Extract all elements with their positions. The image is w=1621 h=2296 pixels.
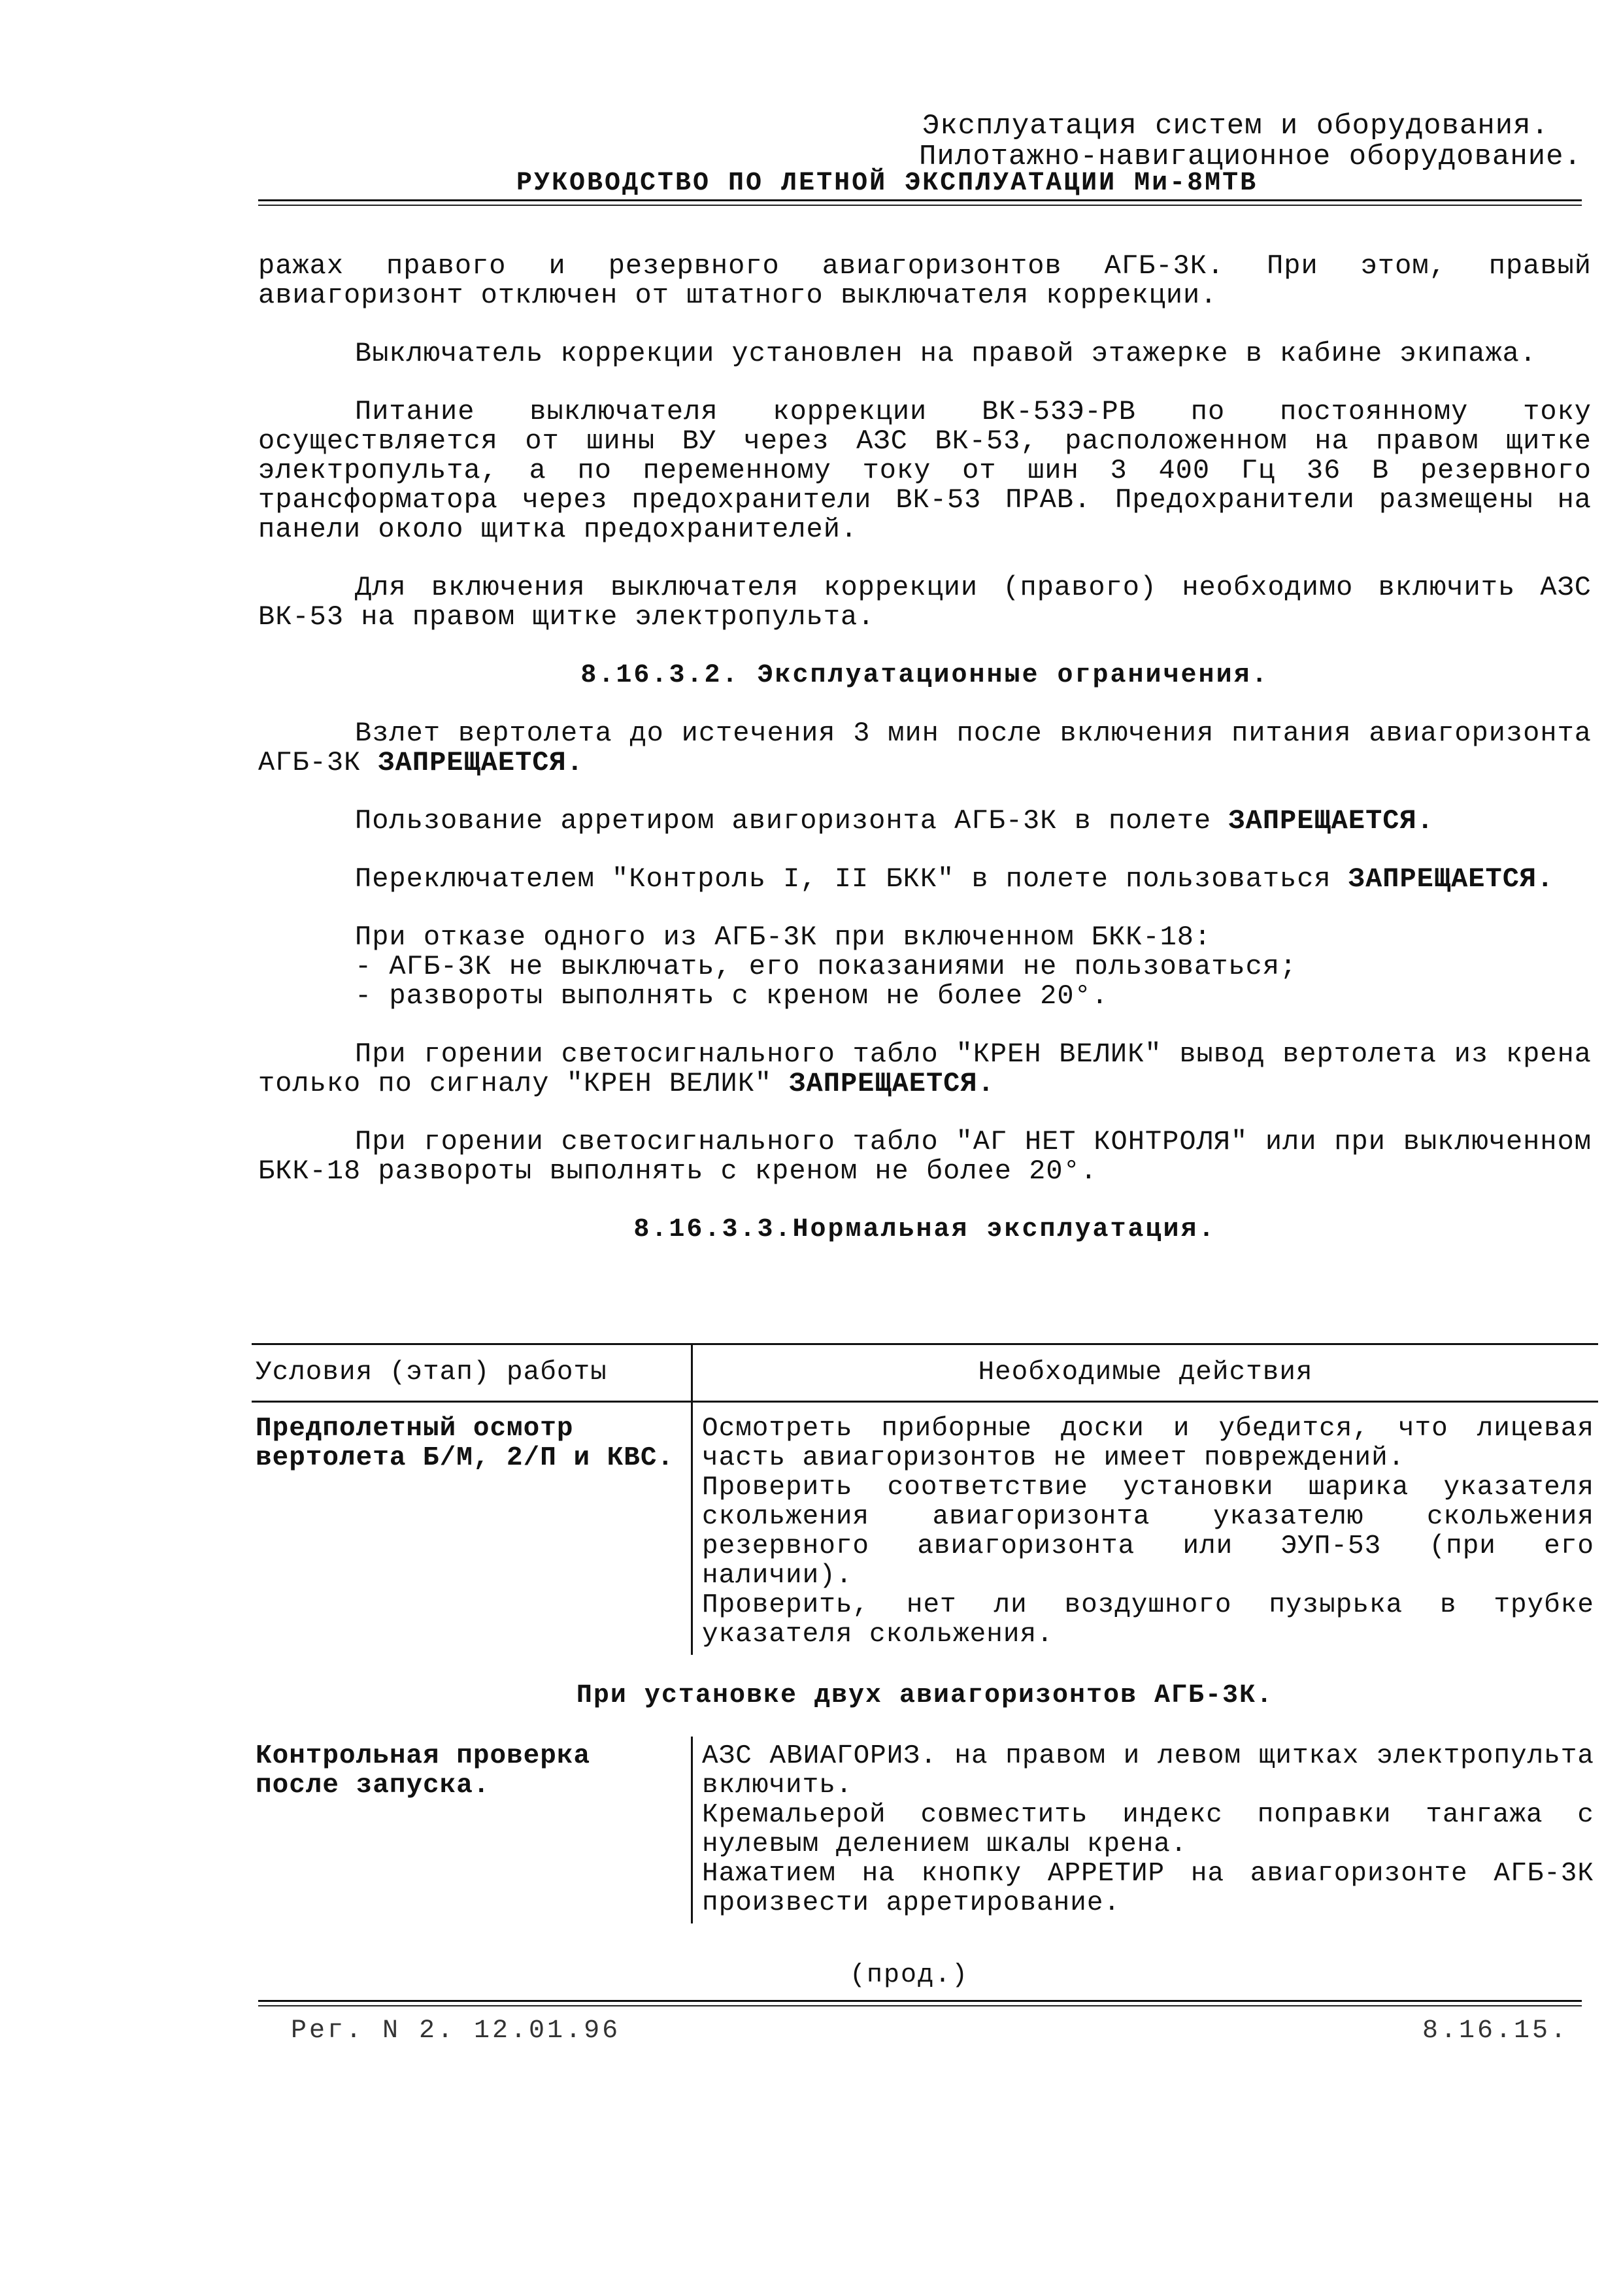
footer-rule	[258, 2000, 1582, 2002]
limit-paragraph: При горении светосигнального табло "АГ НЕТ КОНТРОЛЯ" или при выключенном БКК-18 развороты выполнять с креном не более 20°.	[258, 1126, 1592, 1187]
actions-cell	[692, 1737, 1599, 1923]
column-header-conditions: Условия (этап) работы	[252, 1344, 692, 1402]
condition-cell: Контрольная проверка после запуска.	[256, 1741, 591, 1801]
paragraph: Питание выключателя коррекции ВК-53Э-РВ по постоянному току осуществляется от шины ВУ через АЗС ВК-53, расположенном на правом щитке электропульта, а по переменному току от шин 3 400 Гц 36 В резервного трансформатора через предохранители ВК-53 ПРАВ. Предохранители размещены на панели около щитка предохранителей.	[258, 396, 1592, 545]
prohibited-label: ЗАПРЕЩАЕТСЯ.	[378, 747, 584, 778]
limit-paragraph	[258, 1040, 1592, 1099]
condition-cell: Предполетный осмотр вертолета Б/М, 2/П и КВС.	[256, 1414, 675, 1473]
header-rule-thin	[258, 205, 1582, 206]
limit-paragraph	[258, 807, 1592, 836]
limit-text: При горении светосигнального табло "КРЕН ВЕЛИК" вывод вертолета из крена только по сигналу "КРЕН ВЕЛИК"	[258, 1039, 1592, 1099]
paragraph: ражах правого и резервного авиагоризонтов АГБ-3К. При этом, правый авиагоризонт отключен от штатного выключателя коррекции.	[258, 250, 1592, 311]
action-item: Кремальерой совместить индекс поправки тангажа с нулевым делением шкалы крена.	[702, 1800, 1594, 1859]
body-text	[258, 252, 1592, 1273]
action-item: Осмотреть приборные доски и убедится, что лицевая часть авиагоризонтов не имеет повреждений.	[702, 1414, 1594, 1473]
manual-title: РУКОВОДСТВО ПО ЛЕТНОЙ ЭКСПЛУАТАЦИИ Ми-8МТВ	[516, 169, 1258, 198]
page-number: 8.16.15.	[1422, 2016, 1569, 2046]
column-header-actions: Необходимые действия	[692, 1344, 1599, 1402]
table-subheading: При установке двух авиагоризонтов АГБ-3К.	[576, 1681, 1274, 1710]
limit-text: Взлет вертолета до истечения 3 мин после включения питания авиагоризонта АГБ-3К	[258, 718, 1592, 778]
prohibited-label: ЗАПРЕЩАЕТСЯ.	[1348, 863, 1554, 895]
limit-paragraph	[258, 865, 1592, 894]
header-section-line: Эксплуатация систем и оборудования.	[922, 110, 1549, 142]
table-header-row	[252, 1344, 1598, 1402]
action-item: АЗС АВИАГОРИЗ. на правом и левом щитках электропульта включить.	[702, 1741, 1594, 1801]
actions-cell	[692, 1402, 1599, 1655]
section-heading-limits: 8.16.3.2. Эксплуатационные ограничения.	[580, 661, 1269, 690]
section-heading-normal: 8.16.3.3.Нормальная эксплуатация.	[633, 1215, 1216, 1244]
failure-instructions	[258, 923, 1592, 1011]
registration-number: Рег. N 2. 12.01.96	[291, 2016, 621, 2046]
action-item: Проверить, нет ли воздушного пузырька в трубке указателя скольжения.	[702, 1590, 1594, 1650]
action-item: Нажатием на кнопку АРРЕТИР на авиагоризонте АГБ-3К произвести арретирование.	[702, 1859, 1594, 1918]
paragraph: Выключатель коррекции установлен на правой этажерке в кабине экипажа.	[355, 338, 1537, 369]
limit-text: Переключателем "Контроль I, II БКК" в полете пользоваться	[355, 863, 1331, 895]
continued-label: (прод.)	[850, 1961, 969, 1990]
failure-intro: При отказе одного из АГБ-3К при включенном БКК-18:	[355, 922, 1212, 953]
prohibited-label: ЗАПРЕЩАЕТСЯ.	[789, 1068, 995, 1099]
list-item: - развороты выполнять с креном не более 20°.	[355, 980, 1109, 1012]
action-item: Проверить соответствие установки шарика указателя скольжения авиагоризонта указателю скольжения резервного авиагоризонта или ЭУП-53 (при его наличии).	[702, 1472, 1594, 1591]
table-subheading-row	[252, 1655, 1598, 1737]
paragraph: Для включения выключателя коррекции (правого) необходимо включить АЗС ВК-53 на правом щитке электропульта.	[258, 572, 1592, 633]
procedure-table	[252, 1343, 1598, 1923]
prohibited-label: ЗАПРЕЩАЕТСЯ.	[1228, 805, 1434, 837]
limit-paragraph	[258, 719, 1592, 778]
table-row	[252, 1402, 1598, 1655]
list-item: - АГБ-3К не выключать, его показаниями не пользоваться;	[355, 951, 1297, 982]
header-subsection-line: Пилотажно-навигационное оборудование.	[919, 141, 1582, 173]
header-rule	[258, 199, 1582, 201]
limit-text: Пользование арретиром авигоризонта АГБ-3К в полете	[355, 805, 1212, 837]
footer-rule-thin	[258, 2005, 1582, 2006]
table-row	[252, 1737, 1598, 1923]
